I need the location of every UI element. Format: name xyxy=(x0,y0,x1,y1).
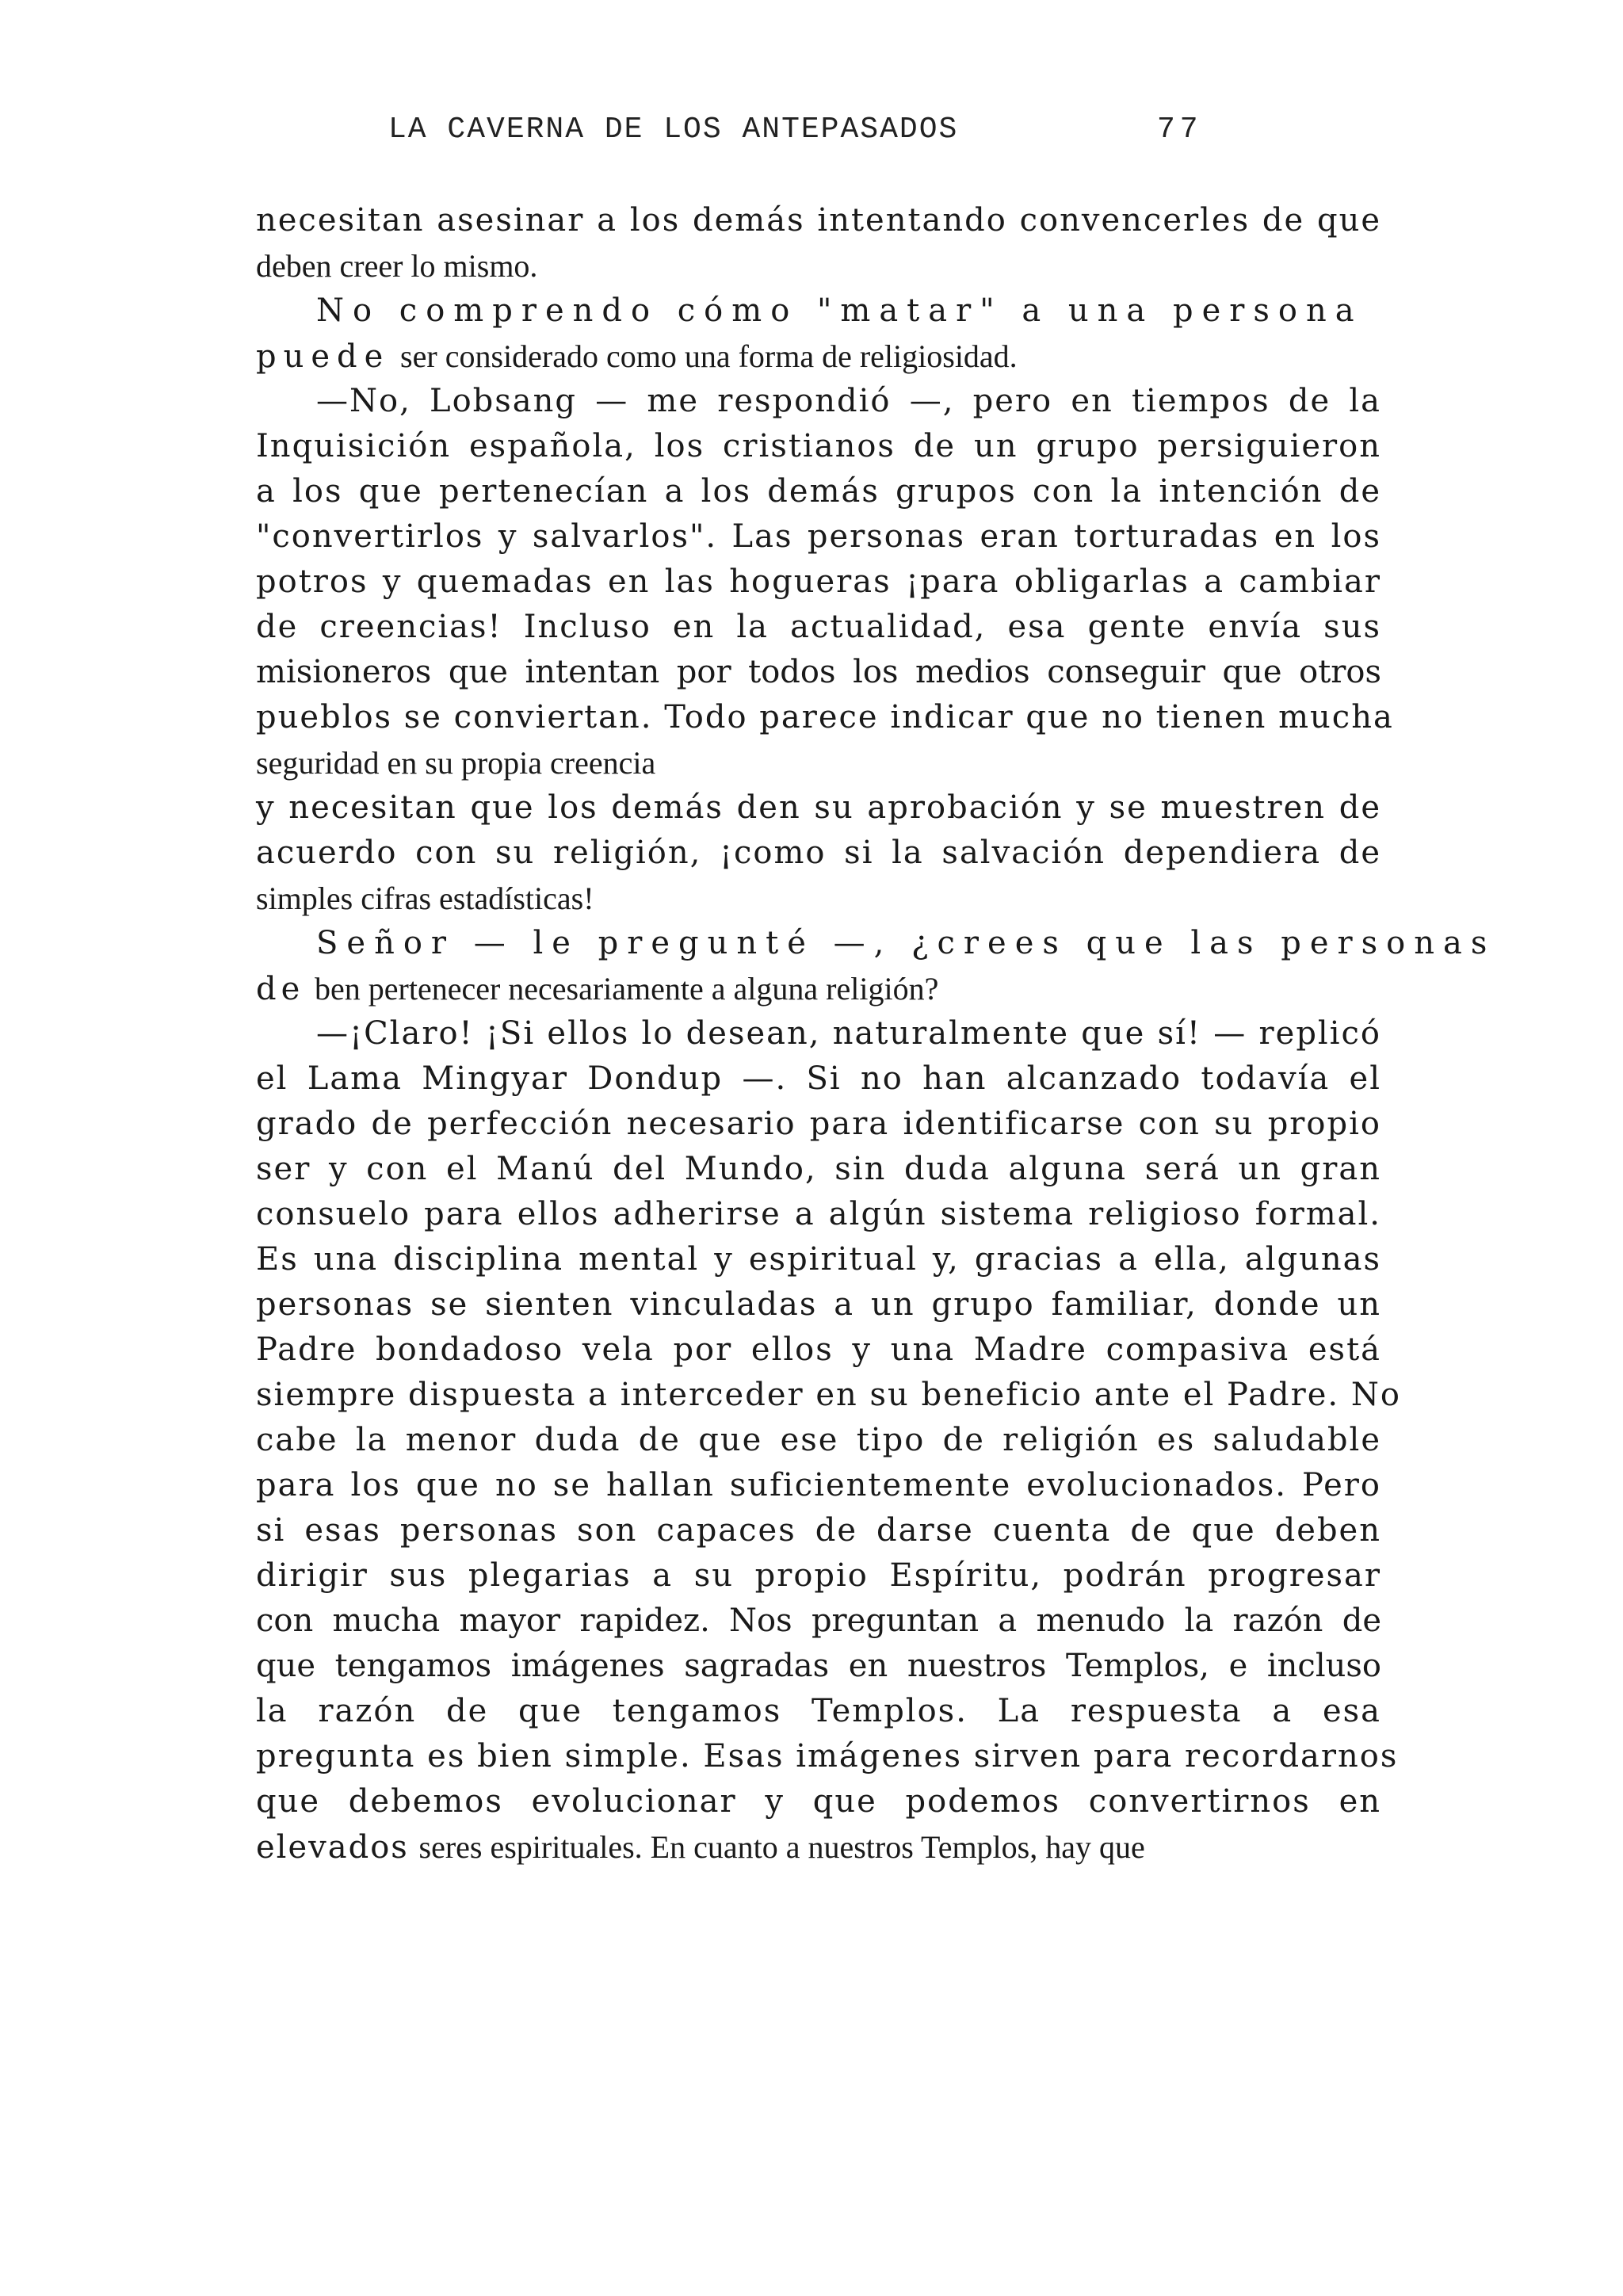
text-line xyxy=(256,966,1381,1011)
text-line: el Lama Mingyar Dondup —. Si no han alcanzado todavía el xyxy=(256,1060,1381,1097)
text-line: pregunta es bien simple. Esas imágenes sirven para recordarnos xyxy=(256,1738,1399,1775)
text-line: consuelo para ellos adherirse a algún sistema religioso formal. xyxy=(256,1196,1381,1232)
text-fragment: No comprendo cómo "matar" a una persona xyxy=(316,292,1363,329)
text-fragment: de xyxy=(256,971,305,1007)
page-number: 77 xyxy=(1157,113,1203,147)
text-line: Inquisición española, los cristianos de un grupo persiguieron xyxy=(256,428,1381,464)
text-fragment: puede xyxy=(256,338,391,375)
text-line: que debemos evolucionar y que podemos convertirnos en xyxy=(256,1783,1381,1820)
text-line: —¡Claro! ¡Si ellos lo desean, naturalmente que sí! — replicó xyxy=(316,1015,1381,1052)
text-line: seguridad en su propia creencia xyxy=(256,745,656,781)
text-line: grado de perfección necesario para identificarse con su propio xyxy=(256,1106,1381,1142)
text-line xyxy=(256,1824,1381,1870)
text-line: misioneros que intentan por todos los medios conseguir que otros xyxy=(256,654,1381,690)
text-line: si esas personas son capaces de darse cuenta de que deben xyxy=(256,1512,1381,1549)
text-fragment: seres espirituales. En cuanto a nuestros Templos, hay que xyxy=(418,1829,1145,1865)
text-fragment: elevados xyxy=(256,1829,409,1866)
text-line: dirigir sus plegarias a su propio Espíritu, podrán progresar xyxy=(256,1557,1381,1594)
text-line: ser y con el Manú del Mundo, sin duda alguna será un gran xyxy=(256,1151,1381,1187)
text-line xyxy=(256,921,1496,966)
text-line: Es una disciplina mental y espiritual y, gracias a ella, algunas xyxy=(256,1241,1381,1278)
text-line: —No, Lobsang — me respondió —, pero en tiempos de la xyxy=(316,383,1381,419)
text-line: que tengamos imágenes sagradas en nuestros Templos, e incluso xyxy=(256,1648,1381,1684)
running-header-title: LA CAVERNA DE LOS ANTEPASADOS xyxy=(388,113,959,147)
text-line: a los que pertenecían a los demás grupos con la intención de xyxy=(256,473,1381,510)
text-line: Padre bondadoso vela por ellos y una Madre compasiva está xyxy=(256,1331,1381,1368)
text-line: deben creer lo mismo. xyxy=(256,248,538,284)
text-line: simples cifras estadísticas! xyxy=(256,881,594,916)
text-line: personas se sienten vinculadas a un grupo familiar, donde un xyxy=(256,1286,1381,1323)
text-line: siempre dispuesta a interceder en su beneficio ante el Padre. No xyxy=(256,1377,1401,1413)
text-line: potros y quemadas en las hogueras ¡para obligarlas a cambiar xyxy=(256,563,1381,600)
text-line: de creencias! Incluso en la actualidad, esa gente envía sus xyxy=(256,609,1381,645)
text-line: la razón de que tengamos Templos. La respuesta a esa xyxy=(256,1693,1381,1729)
text-line xyxy=(256,288,1381,334)
text-line: necesitan asesinar a los demás intentando convencerles de que xyxy=(256,202,1381,239)
text-line: con mucha mayor rapidez. Nos preguntan a menudo la razón de xyxy=(256,1603,1381,1639)
text-line: pueblos se conviertan. Todo parece indicar que no tienen mucha xyxy=(256,699,1394,735)
text-line: "convertirlos y salvarlos". Las personas eran torturadas en los xyxy=(256,518,1381,555)
body-text xyxy=(256,198,1496,1870)
text-line: acuerdo con su religión, ¡como si la salvación dependiera de xyxy=(256,835,1381,871)
text-fragment: ben pertenecer necesariamente a alguna religión? xyxy=(315,971,939,1007)
text-fragment: Señor — le pregunté —, ¿crees que las personas xyxy=(316,925,1496,961)
text-line xyxy=(256,334,1381,379)
text-line: cabe la menor duda de que ese tipo de religión es saludable xyxy=(256,1422,1381,1458)
text-fragment: ser considerado como una forma de religiosidad. xyxy=(400,338,1018,374)
text-line: para los que no se hallan suficientemente evolucionados. Pero xyxy=(256,1467,1381,1503)
text-line: y necesitan que los demás den su aprobación y se muestren de xyxy=(256,789,1381,826)
